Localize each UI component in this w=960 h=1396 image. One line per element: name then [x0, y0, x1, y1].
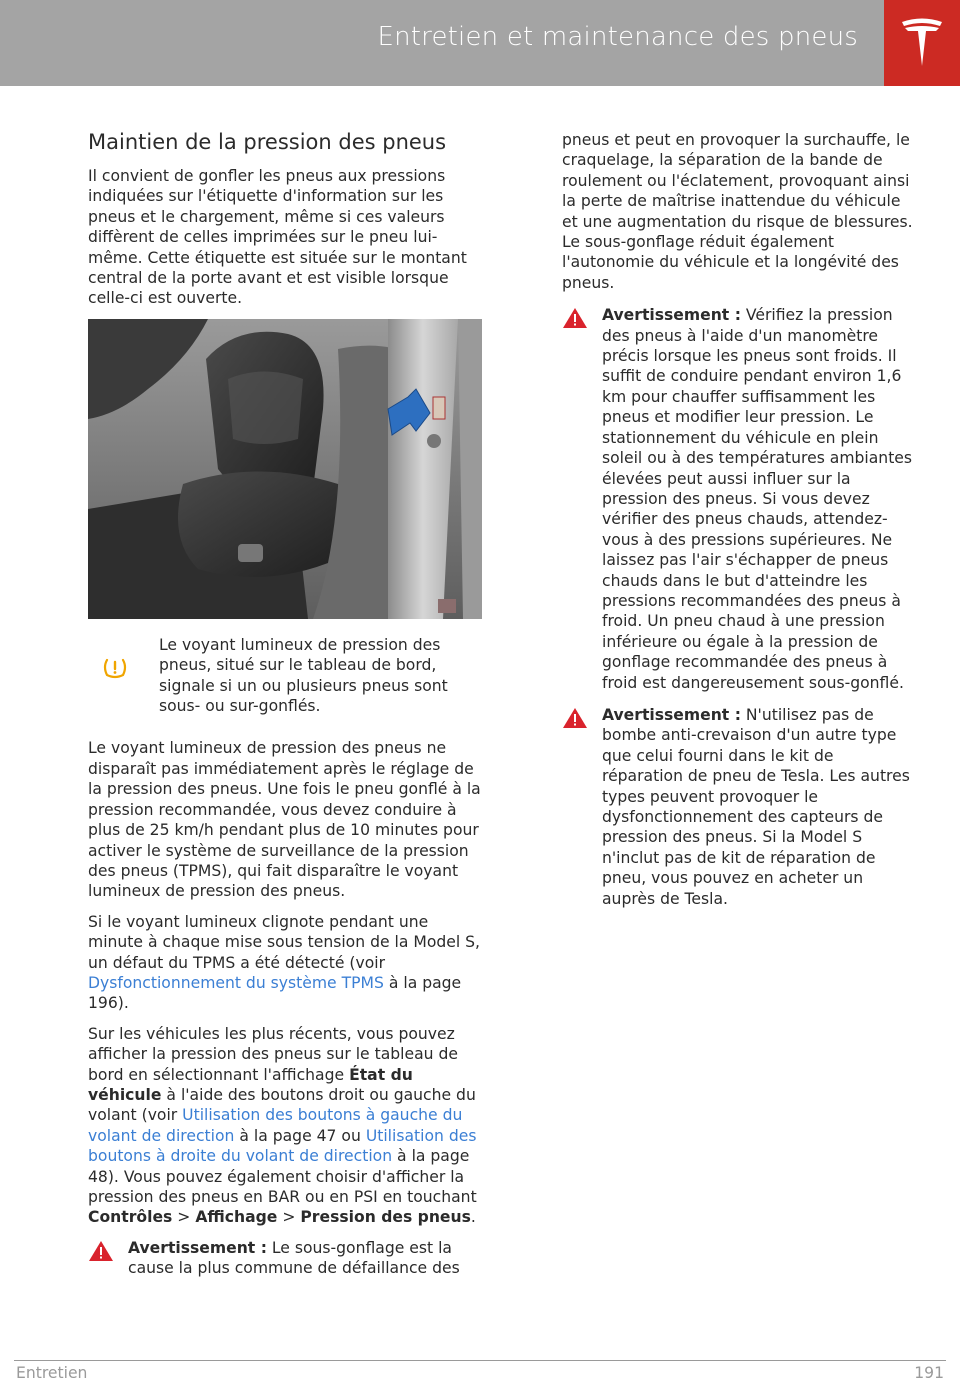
link-left-buttons[interactable]: Utilisation des boutons à gauche du volant de direction: [88, 1106, 463, 1145]
paragraph-display-pressure: Sur les véhicules les plus récents, vous pouvez afficher la pression des pneus sur le tableau de bord en sélectionnant l'affichage État du véhicule à l'aide des boutons droit ou gauche du volant (voir Utilisation des boutons à gauche du volant de direction à la page 47 ou Utilisation des boutons à droite du volant de direction à la page 48). Vous pouvez également choisir d'afficher la pression des pneus en BAR ou en PSI en touchant Contrôles > Affichage > Pression des pneus.: [88, 1024, 477, 1227]
tpms-indicator-note: [88, 635, 482, 717]
warning-underinflation: Avertissement : Le sous-gonflage est la cause la plus commune de défaillance des: [88, 1238, 482, 1279]
page-number: 191: [914, 1364, 944, 1382]
warning-triangle-icon: [562, 307, 588, 329]
brand-logo: [884, 0, 960, 86]
indicator-text: Le voyant lumineux de pression des pneus, situé sur le tableau de bord, signale si un ou plusieurs pneus sont sous- ou sur-gonflés.: [159, 635, 448, 716]
tesla-logo-icon: [899, 16, 945, 70]
tire-pressure-warning-icon: [102, 657, 128, 681]
link-tpms-malfunction[interactable]: Dysfonctionnement du système TPMS: [88, 973, 384, 992]
left-column: [88, 128, 482, 1289]
paragraph-intro: Il convient de gonfler les pneus aux pressions indiquées sur l'étiquette d'information sur les pneus et le chargement, même si ces valeurs diffèrent de celles imprimées sur le pneu lui-même. Cette étiquette est située sur le montant central de la porte avant et est visible lorsque celle-ci est ouverte.: [88, 167, 467, 308]
footer-section: Entretien: [16, 1364, 88, 1382]
footer-divider: [14, 1360, 946, 1361]
paragraph-tpms-fault: Si le voyant lumineux clignote pendant une minute à chaque mise sous tension de la Model S, un défaut du TPMS a été détecté (voir Dysfonctionnement du système TPMS à la page 196).: [88, 912, 480, 1013]
paragraph-underinflation-cont: pneus et peut en provoquer la surchauffe, le craquelage, la séparation de la bande de roulement ou l'éclatement, provoquant ainsi la perte de maîtrise inattendue du véhicule et une augmentation du risque de blessures. Le sous-gonflage réduit également l'autonomie du véhicule et la longévité des pneus.: [562, 131, 913, 292]
right-column: [562, 130, 918, 919]
header-title: Entretien et maintenance des pneus: [377, 22, 858, 52]
warning-label: Avertissement :: [602, 705, 741, 724]
warning-label: Avertissement :: [128, 1238, 267, 1257]
warning-label: Avertissement :: [602, 306, 741, 325]
warning-triangle-icon: [88, 1240, 114, 1262]
page-header: [0, 0, 884, 86]
warning-triangle-icon: [562, 707, 588, 729]
paragraph-indicator-delay: Le voyant lumineux de pression des pneus ne disparaît pas immédiatement après le réglage de la pression des pneus. Une fois le pneu gonflé à la pression recommandée, vous devez conduire à plus de 25 km/h pendant plus de 10 minutes pour activer le système de surveillance de la pression des pneus (TPMS), qui fait disparaître le voyant lumineux de pression des pneus.: [88, 739, 481, 901]
link-right-buttons[interactable]: Utilisation des boutons à droite du volant de direction: [88, 1126, 477, 1166]
warning-check-pressure: Avertissement : Vérifiez la pression des pneus à l'aide d'un manomètre précis lorsque les pneus sont froids. Il suffit de conduire pendant environ 1,6 km pour chauffer suffisamment les pneus et modifier leur pression. Le stationnement du véhicule en plein soleil ou à des températures ambiantes élevées peut aussi influer sur la pression des pneus. Si vous devez vérifier des pneus chauds, attendez-vous à des pressions supérieures. Ne laissez pas l'air s'échapper de pneus chauds dans le but d'atteindre les pressions recommandées des pneus à froid. Un pneu chaud à une pression inférieure ou égale à la pression de gonflage recommandée des pneus à froid est dangereusement sous-gonflé.: [562, 305, 918, 693]
door-pillar-label-photo: [88, 319, 482, 619]
warning-sealant: Avertissement : N'utilisez pas de bombe anti-crevaison d'un autre type que celui fourni dans le kit de réparation de pneu de Tesla. Les autres types peuvent provoquer le dysfonctionnement des capteurs de pression des pneus. Si la Model S n'inclut pas de kit de réparation de pneu, vous pouvez en acheter un auprès de Tesla.: [562, 705, 918, 909]
section-heading: Maintien de la pression des pneus: [88, 130, 447, 154]
